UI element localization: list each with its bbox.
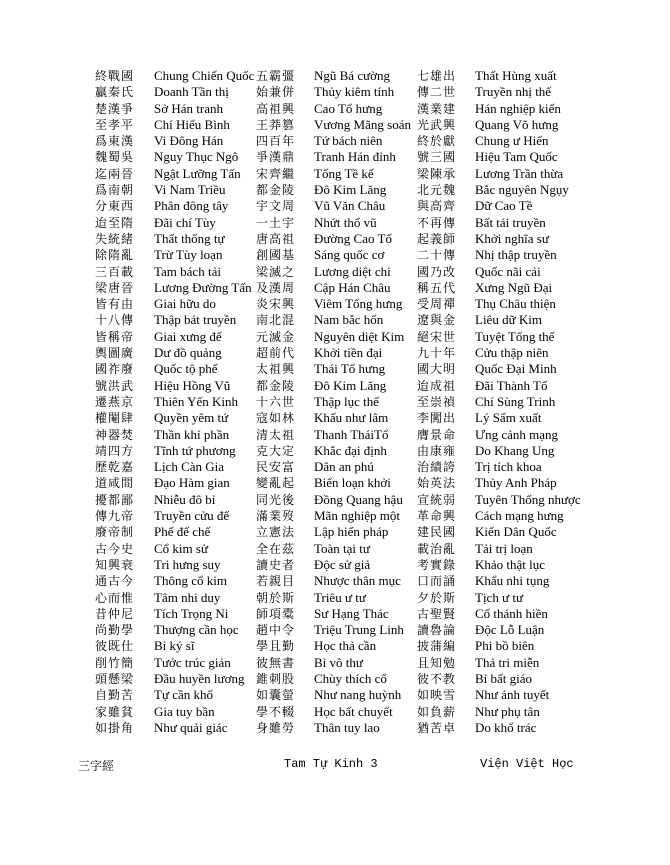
han-phrase-3: 國乃改 [417,264,457,279]
viet-phrase-3: Xưng Ngũ Đại [475,279,553,295]
han-phrase-3: 九十年 [417,346,457,361]
han-phrase-3: 二十傳 [417,248,457,263]
viet-phrase-3: Khảo thật lục [475,556,546,572]
viet-phrase-2: Vương Mãng soán [314,116,411,132]
viet-phrase-1: Tự cần khổ [154,687,214,703]
viet-phrase-3: Cửu thập niên [475,345,549,361]
viet-phrase-1: Thất thống tự [154,230,225,246]
viet-phrase-2: Khởi tiền đại [314,345,383,361]
han-phrase-2: 都金陵 [256,378,296,393]
han-phrase-1: 古今史 [95,541,135,556]
viet-phrase-2: Tứ bách niên [314,133,383,149]
viet-phrase-2: Triệu Trung Linh [314,622,404,638]
han-phrase-1: 皆有由 [95,297,135,312]
han-phrase-1: 梁唐晉 [95,280,135,295]
viet-phrase-1: Thông cổ kim [154,573,227,589]
viet-phrase-1: Thập bát truyền [154,312,237,328]
viet-phrase-2: Cao Tổ hưng [314,100,383,116]
han-phrase-3: 受周禪 [417,297,457,312]
viet-phrase-3: Nhị thập truyền [475,247,557,263]
han-phrase-2: 朝於斯 [256,590,296,605]
viet-phrase-1: Tích Trọng Ni [154,605,229,621]
han-phrase-1: 尚勤學 [95,623,135,638]
han-phrase-2: 變亂起 [256,476,296,491]
han-phrase-2: 元滅金 [256,329,296,344]
viet-phrase-2: Đồng Quang hậu [314,491,403,507]
viet-phrase-1: Đầu huyền lương [154,670,245,686]
viet-phrase-1: Thần khí phần [154,426,230,442]
viet-phrase-2: Dân an phú [314,459,374,475]
viet-phrase-1: Tĩnh tứ phương [154,442,236,458]
viet-phrase-3: Do khổ trác [475,719,537,735]
han-phrase-3: 梁陳承 [417,166,457,181]
viet-phrase-3: Như ánh tuyết [475,687,550,703]
han-phrase-2: 師項橐 [256,606,296,621]
viet-phrase-3: Kiến Dân Quốc [475,524,557,540]
viet-phrase-2: Khấu như lâm [314,410,389,426]
viet-phrase-3: Quang Võ hưng [475,116,559,132]
han-phrase-2: 立憲法 [256,525,296,540]
han-phrase-2: 太祖興 [256,362,296,377]
han-phrase-3: 始英法 [417,476,457,491]
han-phrase-2: 四百年 [256,134,296,149]
han-phrase-2: 十六世 [256,394,296,409]
han-phrase-1: 廢帝制 [95,525,135,540]
han-phrase-1: 通古今 [95,574,135,589]
viet-phrase-3: Tuyên Thống nhược [475,491,581,507]
viet-phrase-1: Tri hưng suy [154,556,221,572]
viet-phrase-1: Thượng cần học [154,622,239,638]
viet-phrase-1: Sở Hán tranh [154,100,223,116]
han-phrase-2: 宋齊繼 [256,166,296,181]
han-phrase-1: 知興衰 [95,557,135,572]
viet-phrase-3: Cổ thánh hiền [475,605,548,621]
viet-phrase-2: Thủy kiêm tính [314,84,395,100]
viet-phrase-1: Đãi chí Tùy [154,214,216,230]
han-phrase-1: 皆稱帝 [95,329,135,344]
han-phrase-3: 建民國 [417,525,457,540]
han-phrase-1: 國祚廢 [95,362,135,377]
han-phrase-3: 猶苦卓 [417,720,457,735]
han-phrase-1: 楚漢爭 [95,101,135,116]
han-phrase-3: 讀魯論 [417,623,457,638]
viet-phrase-1: Cổ kim sử [154,540,208,556]
viet-phrase-3: Thả tri miễn [475,654,540,670]
viet-phrase-2: Như nang huỳnh [314,687,402,703]
han-phrase-2: 都金陵 [256,183,296,198]
han-phrase-3: 光武興 [417,117,457,132]
viet-phrase-3: Cách mạng hưng [475,508,564,524]
han-phrase-1: 彼既仕 [95,639,135,654]
han-phrase-2: 同光後 [256,492,296,507]
viet-phrase-2: Đô Kim Lăng [314,377,387,393]
han-phrase-2: 趙中令 [256,623,296,638]
viet-phrase-3: Hiệu Tam Quốc [475,149,558,165]
viet-phrase-3: Quốc Đại Minh [475,361,557,377]
viet-phrase-3: Thủy Anh Pháp [475,475,557,491]
han-phrase-1: 自勤苦 [95,688,135,703]
han-phrase-2: 創國基 [256,248,296,263]
han-phrase-1: 權閹肆 [95,411,135,426]
viet-phrase-1: Nguy Thục Ngô [154,149,239,165]
viet-phrase-3: Dữ Cao Tề [475,198,533,214]
viet-phrase-2: Lập hiến pháp [314,524,389,540]
han-phrase-3: 如負薪 [417,704,457,719]
viet-phrase-3: Bất tái truyền [475,214,546,230]
viet-phrase-1: Quyền yêm tứ [154,410,229,426]
viet-phrase-3: Tịch ư tư [475,589,524,605]
viet-phrase-1: Bỉ ký sĩ [154,638,195,654]
viet-phrase-3: Khẩu nhi tụng [475,573,550,589]
han-phrase-2: 高祖興 [256,101,296,116]
han-phrase-1: 迨至隋 [95,215,135,230]
han-phrase-1: 靖四方 [95,443,135,458]
viet-phrase-3: Độc Lỗ Luận [475,622,545,638]
han-phrase-1: 贏秦氏 [95,85,135,100]
han-phrase-1: 至孝平 [95,117,135,132]
viet-phrase-2: Độc sử giả [314,556,371,572]
han-phrase-2: 若親目 [256,574,296,589]
viet-phrase-2: Tống Tề kế [314,165,374,181]
viet-phrase-1: Quốc tộ phế [154,361,218,377]
han-phrase-1: 輿圖廣 [95,346,135,361]
han-phrase-1: 號洪武 [95,378,135,393]
viet-phrase-2: Biến loạn khởi [314,475,391,491]
viet-phrase-2: Triêu ư tư [314,589,366,605]
han-phrase-3: 且知勉 [417,655,457,670]
viet-phrase-3: Liêu dữ Kim [475,312,542,328]
han-phrase-1: 家雖貧 [95,704,135,719]
viet-phrase-3: Đãi Thành Tổ [475,377,548,393]
han-phrase-3: 絕宋世 [417,329,457,344]
han-phrase-1: 擾都鄙 [95,492,135,507]
viet-phrase-2: Khắc đại định [314,442,387,458]
han-phrase-3: 至崇禎 [417,394,457,409]
viet-phrase-1: Tam bách tải [154,263,221,279]
han-phrase-3: 披蒲編 [417,639,457,654]
han-phrase-1: 傳九帝 [95,509,135,524]
viet-phrase-3: Do Khang Ung [475,442,555,458]
han-phrase-2: 南北混 [256,313,296,328]
han-phrase-3: 膺景命 [417,427,457,442]
footer-book-title-chinese: 三字經 [78,760,115,774]
viet-phrase-2: Lương diệt chi [314,263,391,279]
viet-phrase-2: Toàn tại tư [314,540,370,556]
viet-phrase-3: Truyền nhị thế [475,84,552,100]
han-phrase-3: 載治亂 [417,541,457,556]
han-phrase-1: 爲南朝 [95,183,135,198]
viet-phrase-3: Như phụ tân [475,703,540,719]
han-phrase-2: 王莽篡 [256,117,296,132]
han-phrase-3: 治績誇 [417,460,457,475]
viet-phrase-1: Tước trúc giản [154,654,231,670]
viet-phrase-1: Lịch Càn Gia [154,459,225,475]
han-phrase-3: 夕於斯 [417,590,457,605]
viet-phrase-2: Thanh TháiTổ [314,426,389,442]
viet-phrase-1: Hiệu Hồng Vũ [154,377,231,393]
footer-page-label: Tam Tự Kinh 3 [284,757,378,771]
han-phrase-2: 學且勤 [256,639,296,654]
viet-phrase-2: Nhược thân mục [314,573,401,589]
han-phrase-3: 終於獻 [417,134,457,149]
viet-phrase-1: Lương Đường Tấn [154,279,252,295]
han-phrase-2: 讀史者 [256,557,296,572]
viet-phrase-1: Chí Hiếu Bình [154,116,230,132]
viet-phrase-2: Viêm Tống hưng [314,296,403,312]
han-phrase-2: 始兼併 [256,85,296,100]
viet-phrase-2: Đô Kim Lăng [314,182,387,198]
viet-phrase-3: Hán nghiệp kiến [475,100,561,116]
han-phrase-2: 身雖勞 [256,720,296,735]
viet-phrase-1: Giai hữu do [154,296,216,312]
han-phrase-2: 一土宇 [256,215,296,230]
viet-phrase-2: Bỉ vô thư [314,654,363,670]
han-phrase-3: 不再傳 [417,215,457,230]
viet-phrase-2: Cập Hán Châu [314,279,391,295]
han-phrase-3: 考實錄 [417,557,457,572]
viet-phrase-1: Truyền cửu đế [154,508,230,524]
han-phrase-3: 與高齊 [417,199,457,214]
han-phrase-3: 稱五代 [417,280,457,295]
han-phrase-2: 五霸彊 [256,69,296,83]
viet-phrase-3: Tải trị loạn [475,540,533,556]
han-phrase-3: 起義師 [417,231,457,246]
han-phrase-3: 七雄出 [417,69,457,83]
han-phrase-2: 滿業歿 [256,509,296,524]
viet-phrase-2: Học thả cần [314,638,377,654]
han-phrase-2: 寇如林 [256,411,296,426]
han-phrase-2: 清太祖 [256,427,296,442]
han-phrase-1: 三百載 [95,264,135,279]
footer-publisher: Viện Việt Học [480,757,574,771]
viet-phrase-2: Nam bắc hổn [314,312,384,328]
han-phrase-3: 迨成祖 [417,378,457,393]
han-phrase-3: 如映雪 [417,688,457,703]
han-phrase-1: 削竹簡 [95,655,135,670]
han-phrase-2: 錐刺股 [256,671,296,686]
viet-phrase-2: Mãn nghiệp một [314,508,400,524]
viet-phrase-1: Nhiễu đô bỉ [154,491,216,507]
viet-phrase-1: Ngật Lưỡng Tấn [154,165,241,181]
viet-phrase-1: Vi Đông Hán [154,133,224,149]
han-phrase-3: 口而誦 [417,574,457,589]
viet-phrase-3: Ưng cảnh mạng [475,426,559,442]
han-phrase-1: 爲東漢 [95,134,135,149]
han-phrase-2: 彼無書 [256,655,296,670]
viet-phrase-3: Bỉ bất giáo [475,670,533,686]
viet-phrase-2: Vũ Văn Châu [314,198,386,214]
han-phrase-2: 超前代 [256,346,296,361]
viet-phrase-1: Dư đồ quảng [154,345,222,361]
han-phrase-3: 由康雍 [417,443,457,458]
viet-phrase-1: Gia tuy bần [154,703,215,719]
han-phrase-3: 北元魏 [417,183,457,198]
viet-phrase-1: Phế đế chế [154,524,211,540]
viet-phrase-1: Thiên Yến Kinh [154,393,238,409]
han-phrase-2: 炎宋興 [256,297,296,312]
han-phrase-3: 傳二世 [417,85,457,100]
han-phrase-1: 除隋亂 [95,248,135,263]
han-phrase-3: 宣統弱 [417,492,457,507]
han-phrase-1: 如掛角 [95,720,135,735]
viet-phrase-3: Tuyệt Tống thế [475,328,555,344]
viet-phrase-2: Sáng quốc cơ [314,247,385,263]
han-phrase-1: 遷燕京 [95,394,135,409]
han-phrase-1: 迄兩晉 [95,166,135,181]
han-phrase-2: 梁滅之 [256,264,296,279]
viet-phrase-2: Chùy thích cổ [314,670,387,686]
han-phrase-3: 遼與金 [417,313,457,328]
han-phrase-2: 唐高祖 [256,231,296,246]
viet-phrase-2: Sư Hạng Thác [314,605,389,621]
viet-phrase-1: Chung Chiến Quốc [154,68,255,83]
han-phrase-2: 及漢周 [256,280,296,295]
han-phrase-3: 李闖出 [417,411,457,426]
viet-phrase-3: Thất Hùng xuất [475,68,557,83]
viet-phrase-2: Thái Tổ hưng [314,361,386,377]
page-footer [0,757,670,775]
viet-phrase-2: Nhứt thổ vũ [314,214,377,230]
han-phrase-1: 十八傳 [95,313,135,328]
han-phrase-1: 終戰國 [95,69,135,83]
han-phrase-1: 分東西 [95,199,135,214]
viet-phrase-3: Thụ Châu thiện [475,296,556,312]
han-phrase-3: 漢業建 [417,101,457,116]
viet-phrase-3: Bắc nguyên Ngụy [475,182,569,198]
han-phrase-3: 革命興 [417,509,457,524]
han-phrase-2: 爭漢鼎 [256,150,296,165]
viet-phrase-2: Tranh Hán đỉnh [314,149,396,165]
han-phrase-1: 魏蜀吳 [95,150,135,165]
viet-phrase-3: Trị tích khoa [475,459,542,475]
viet-phrase-1: Giai xưng đế [154,328,222,344]
han-phrase-1: 失統緒 [95,231,135,246]
viet-phrase-3: Phi bồ biên [475,638,535,654]
han-phrase-1: 道咸間 [95,476,135,491]
han-phrase-1: 頭懸梁 [95,671,135,686]
viet-phrase-1: Doanh Tần thị [154,84,229,100]
han-phrase-2: 民安富 [256,460,296,475]
han-phrase-1: 神器焚 [95,427,135,442]
viet-phrase-3: Khởi nghĩa sư [475,230,549,246]
viet-phrase-2: Thập lục thế [314,393,379,409]
han-phrase-3: 彼不教 [417,671,457,686]
viet-phrase-3: Quốc nãi cải [475,263,541,279]
viet-phrase-1: Vi Nam Triều [154,182,226,198]
viet-phrase-3: Lương Trần thừa [475,165,564,181]
han-phrase-2: 如囊螢 [256,688,296,703]
viet-phrase-3: Lý Sấm xuất [475,410,542,426]
han-phrase-3: 號三國 [417,150,457,165]
viet-phrase-3: Chí Sùng Trinh [475,393,556,409]
viet-phrase-2: Thân tuy lao [314,719,380,735]
han-phrase-2: 學不輟 [256,704,296,719]
han-phrase-2: 全在茲 [256,541,296,556]
viet-phrase-1: Như quải giác [154,719,228,735]
han-phrase-2: 克大定 [256,443,296,458]
han-phrase-2: 宇文周 [256,199,296,214]
han-phrase-1: 心而惟 [95,590,135,605]
viet-phrase-2: Ngũ Bá cường [314,68,391,83]
viet-phrase-1: Trừ Tùy loạn [154,247,223,263]
viet-phrase-2: Học bất chuyết [314,703,393,719]
viet-phrase-3: Chung ư Hiến [475,133,549,149]
viet-phrase-1: Tâm nhi duy [154,589,221,605]
viet-phrase-1: Đạo Hàm gian [154,475,230,491]
han-phrase-3: 國大明 [417,362,457,377]
viet-phrase-1: Phân đông tây [154,198,229,214]
viet-phrase-2: Nguyên diệt Kim [314,328,405,344]
han-phrase-3: 古聖賢 [417,606,457,621]
han-phrase-1: 歷乾嘉 [95,460,135,475]
han-phrase-1: 昔仲尼 [95,606,135,621]
viet-phrase-2: Đường Cao Tổ [314,230,392,246]
